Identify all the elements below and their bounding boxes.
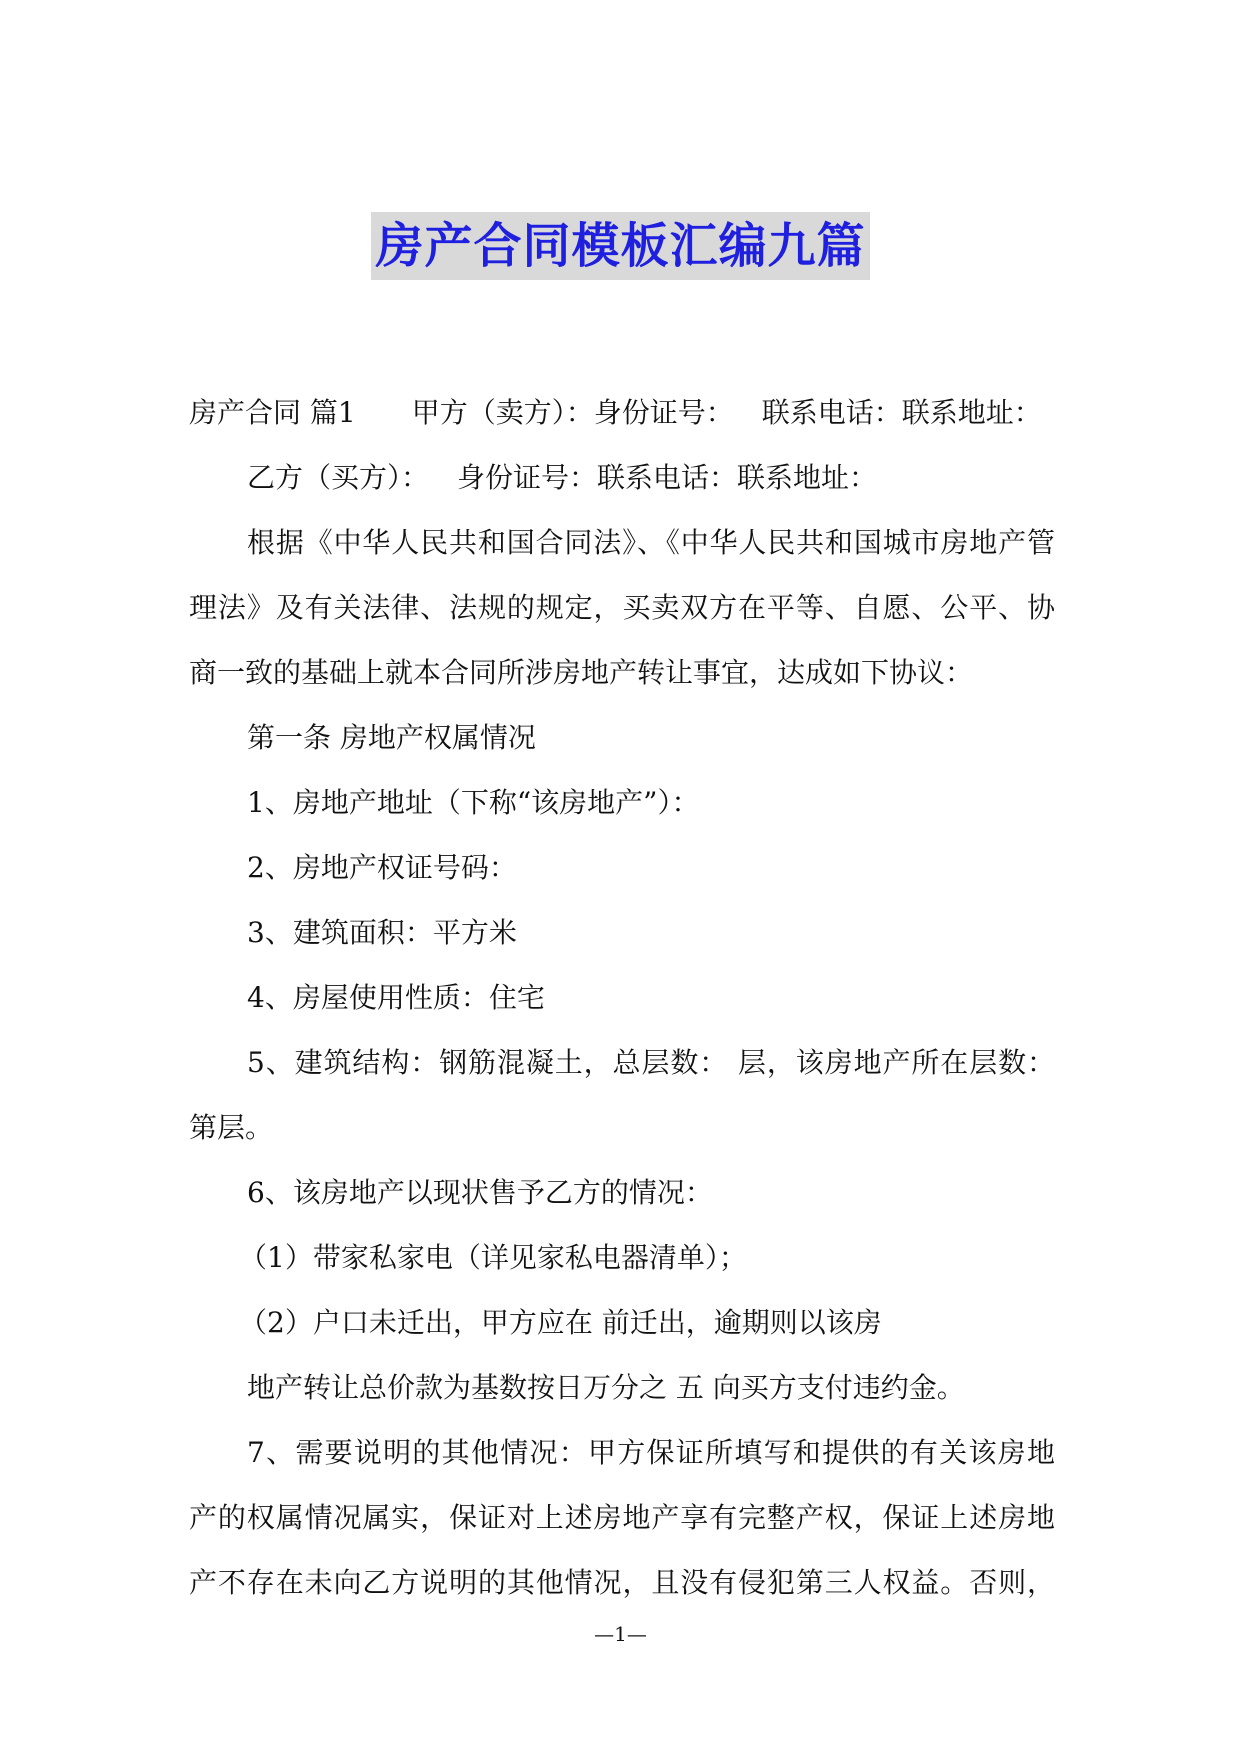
contract-section-label: 房产合同 篇1: [189, 396, 356, 429]
list-item: 4、房屋使用性质：住宅: [247, 981, 545, 1014]
list-item-continued: 产不存在未向乙方说明的其他情况，且没有侵犯第三人权益。否则，: [189, 1566, 1055, 1599]
sub-item: （2）户口未迁出，甲方应在 前迁出，逾期则以该房: [239, 1306, 882, 1339]
sub-item: （1）带家私家电（详见家私电器清单）；: [239, 1241, 747, 1274]
list-item: 1、房地产地址（下称“该房地产”）：: [247, 786, 700, 819]
sub-item-continued: 地产转让总价款为基数按日万分之 五 向买方支付违约金。: [247, 1371, 965, 1404]
list-item: 7、需要说明的其他情况：甲方保证所填写和提供的有关该房地: [247, 1436, 1055, 1469]
seller-label: 甲方（卖方）：身份证号：: [411, 396, 734, 429]
preamble-line: 商一致的基础上就本合同所涉房地产转让事宜，达成如下协议：: [189, 656, 974, 689]
list-item-continued: 产的权属情况属实，保证对上述房地产享有完整产权，保证上述房地: [189, 1501, 1055, 1534]
buyer-label: 乙方（买方）：: [247, 461, 430, 494]
list-item: 5、建筑结构：钢筋混凝土，总层数： 层，该房地产所在层数：: [247, 1046, 1055, 1079]
document-body: [189, 380, 1055, 1615]
page-number: —1—: [594, 1622, 647, 1646]
list-item: 6、该房地产以现状售予乙方的情况：: [247, 1176, 713, 1209]
buyer-contact-label: 身份证号：联系电话：联系地址：: [457, 461, 878, 494]
preamble-line: 根据《中华人民共和国合同法》、《中华人民共和国城市房地产管: [247, 526, 1055, 559]
list-item: 2、房地产权证号码：: [247, 851, 517, 884]
document-title: 房产合同模板汇编九篇: [371, 212, 869, 280]
list-item: 3、建筑面积：平方米: [247, 916, 517, 949]
list-item-continued: 第层。: [189, 1111, 274, 1144]
buyer-line: [189, 445, 1055, 510]
preamble-line: 理法》及有关法律、法规的规定，买卖双方在平等、自愿、公平、协: [189, 591, 1055, 624]
seller-contact-label: 联系电话：联系地址：: [761, 396, 1042, 429]
article-heading: 第一条 房地产权属情况: [247, 721, 536, 754]
title-container: [0, 212, 1241, 280]
header-line: [189, 380, 1055, 445]
